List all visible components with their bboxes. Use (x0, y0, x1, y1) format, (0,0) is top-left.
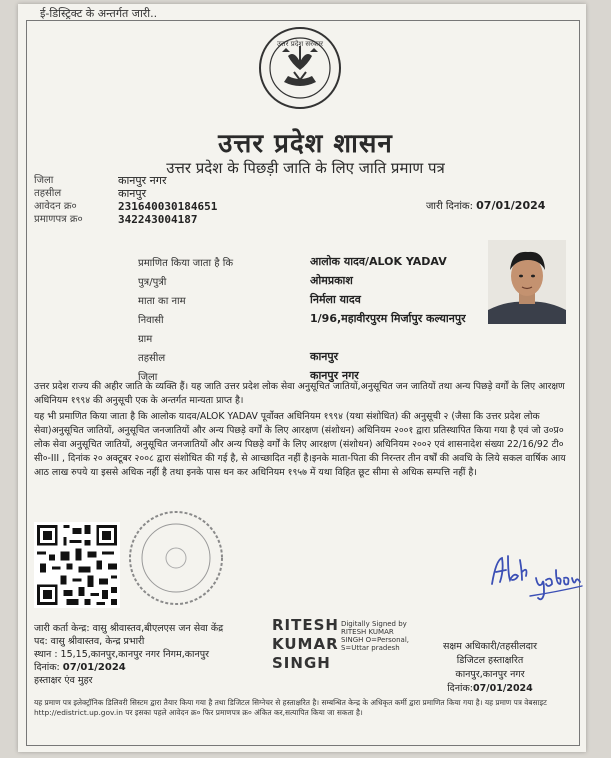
digital-signature-block (272, 616, 409, 673)
dsig-note-3: SINGH O=Personal, (340, 636, 409, 644)
qr-code (34, 520, 120, 610)
centre-post: पद: वासु श्रीवास्तव, केन्द्र प्रभारी (34, 636, 145, 647)
officer-date-value: 07/01/2024 (472, 683, 533, 694)
district-label: जिला (34, 175, 54, 186)
parent-label: पुत्र/पुत्री (138, 276, 167, 288)
application-no-value: 231640030184651 (118, 200, 218, 213)
centre-name: जारी कर्ता केन्द्र: वासु श्रीवास्तव,बीएलएस जन सेवा केंद्र (34, 623, 224, 634)
office-seal-stamp (126, 508, 226, 608)
up-government-emblem (258, 26, 342, 110)
officer-date (420, 682, 560, 696)
officer-title: सक्षम अधिकारी/तहसीलदार (443, 641, 537, 652)
centre-date-value: 07/01/2024 (62, 662, 126, 673)
handwritten-signature (486, 540, 586, 610)
district-value: कानपुर नगर (118, 174, 167, 187)
issue-date (426, 198, 545, 212)
holder-name: आलोक यादव/ALOK YADAV (310, 255, 447, 268)
verification-footer: यह प्रमाण पत्र इलेक्ट्रॉनिक डिलिवरी सिस्टम द्वारा तैयार किया गया है तथा डिजिटल सिग्नेचर से हस्ताक्षरित है। सम्बन्धित केन्द्र के अधिकृत कर्मी द्वारा प्रमाणित किया गया है। यह प्रमाण पत्र वेबसाइट http://edistrict.up.gov.in पर इसका पहले आवेदन क्र० फिर प्रमाणपत्र क्र० अंकित कर,सत्यापित किया जा सकता है। (34, 698, 547, 717)
tehsil-value: कानपुर (118, 187, 147, 200)
holder-details (138, 252, 466, 385)
tehsil-field-label: तहसील (138, 352, 166, 364)
father-name: ओमप्रकाश (310, 274, 353, 287)
resident-label: निवासी (138, 314, 164, 326)
centre-date-label: दिनांक: (34, 662, 60, 673)
tehsil-label: तहसील (34, 188, 62, 199)
certificate-no-label: प्रमाणपत्र क्र० (34, 214, 83, 225)
centre-place: स्थान : 15,15,कानपुर,कानपुर नगर निगम,कानपुर (34, 649, 210, 660)
holder-photo (488, 240, 566, 324)
signer-name-line2: KUMAR (272, 635, 339, 653)
body-paragraph-2: यह भी प्रमाणित किया जाता है कि आलोक यादव/ALOK YADAV पूर्वोक्त अधिनियम १९९४ (यथा संशोधित) की अनुसूची २ (जैसा कि उत्तर प्रदेश लोक सेवा)अनुसूचित जातियों, अनुसूचित जनजातियों और अन्य पिछड़े वर्गों के लिए आरक्षण (संशोधन) अधिनियम २००१ द्वारा प्रतिस्थापित किया गया है एवं जो उ०प्र० लोक सेवा अनुसूचित जातियों, अनुसूचित जनजातियों और अन्य पिछड़े वर्गों के लिए आरक्षण (संशोधन) अधिनियम २००२ एवं शासनादेश संख्या 22/16/92 टी० सी०-III , दिनांक २० अक्टूबर २००८ द्वारा संशोधित की गई है, से आच्छादित नहीं है।इनके माता-पिता की निरन्तर तीन वर्षों की अवधि के लिये सकल वार्षिक आय आठ लाख रुपये या इससे अधिक नहीं है तथा इनके पास धन कर अधिनियम १९५७ में यथा विहित छूट सीमा से अधिक सम्पत्ति नहीं है। (34, 411, 566, 478)
district-field-label: जिला (138, 371, 158, 383)
issuing-centre (34, 622, 223, 687)
dsig-note-2: RITESH KUMAR (340, 628, 394, 636)
certificate-meta (34, 174, 217, 226)
competent-officer (420, 640, 560, 696)
centre-sign-seal: हस्ताक्षर एंव मुहर (34, 675, 93, 686)
mother-name: निर्मला यादव (310, 293, 361, 306)
issue-date-value: 07/01/2024 (476, 199, 546, 212)
officer-date-label: दिनांक: (447, 683, 473, 694)
mother-label: माता का नाम (138, 295, 186, 307)
document-title: उत्तर प्रदेश शासन (218, 129, 393, 159)
application-no-label: आवेदन क्र० (34, 201, 77, 212)
certify-label: प्रमाणित किया जाता है कि (138, 257, 234, 269)
dsig-note-1: Digitally Signed by (340, 620, 407, 628)
body-paragraph-1: उत्तर प्रदेश राज्य की अहीर जाति के व्यक्ति हैं। यह जाति उत्तर प्रदेश लोक सेवा अनुसूचित जातियों,अनुसूचित जन जातियों तथा अन्य पिछड़े वर्गों के लिए आरक्षण अधिनियम १९९४ की अनुसूची एक के अन्तर्गत मान्यता प्राप्त है। (34, 381, 565, 406)
issue-date-label: जारी दिनांक: (426, 201, 473, 212)
document-subtitle: उत्तर प्रदेश के पिछड़ी जाति के लिए जाति प्रमाण पत्र (166, 159, 445, 177)
village-label: ग्राम (138, 333, 153, 345)
signer-name-line3: SINGH (272, 654, 331, 672)
district-field-value: कानपुर नगर (310, 369, 359, 382)
certificate-body (34, 380, 566, 482)
signer-name-line1: RITESH (272, 616, 339, 634)
address-value: 1/96,महावीरपुरम मिर्जापुर कल्यानपुर (310, 312, 466, 325)
officer-place: कानपुर,कानपुर नगर (455, 669, 525, 680)
emblem-caption: उत्तर प्रदेश सरकार (276, 40, 324, 48)
certificate-no-value: 342243004187 (118, 213, 198, 226)
edistrict-note: ई-डिस्ट्रिक्ट के अन्तर्गत जारी.. (40, 7, 158, 20)
centre-date (34, 661, 223, 674)
officer-digital: डिजिटल हस्ताक्षरित (456, 655, 524, 666)
dsig-note-4: S=Uttar pradesh (340, 644, 400, 652)
tehsil-field-value: कानपुर (310, 350, 339, 363)
